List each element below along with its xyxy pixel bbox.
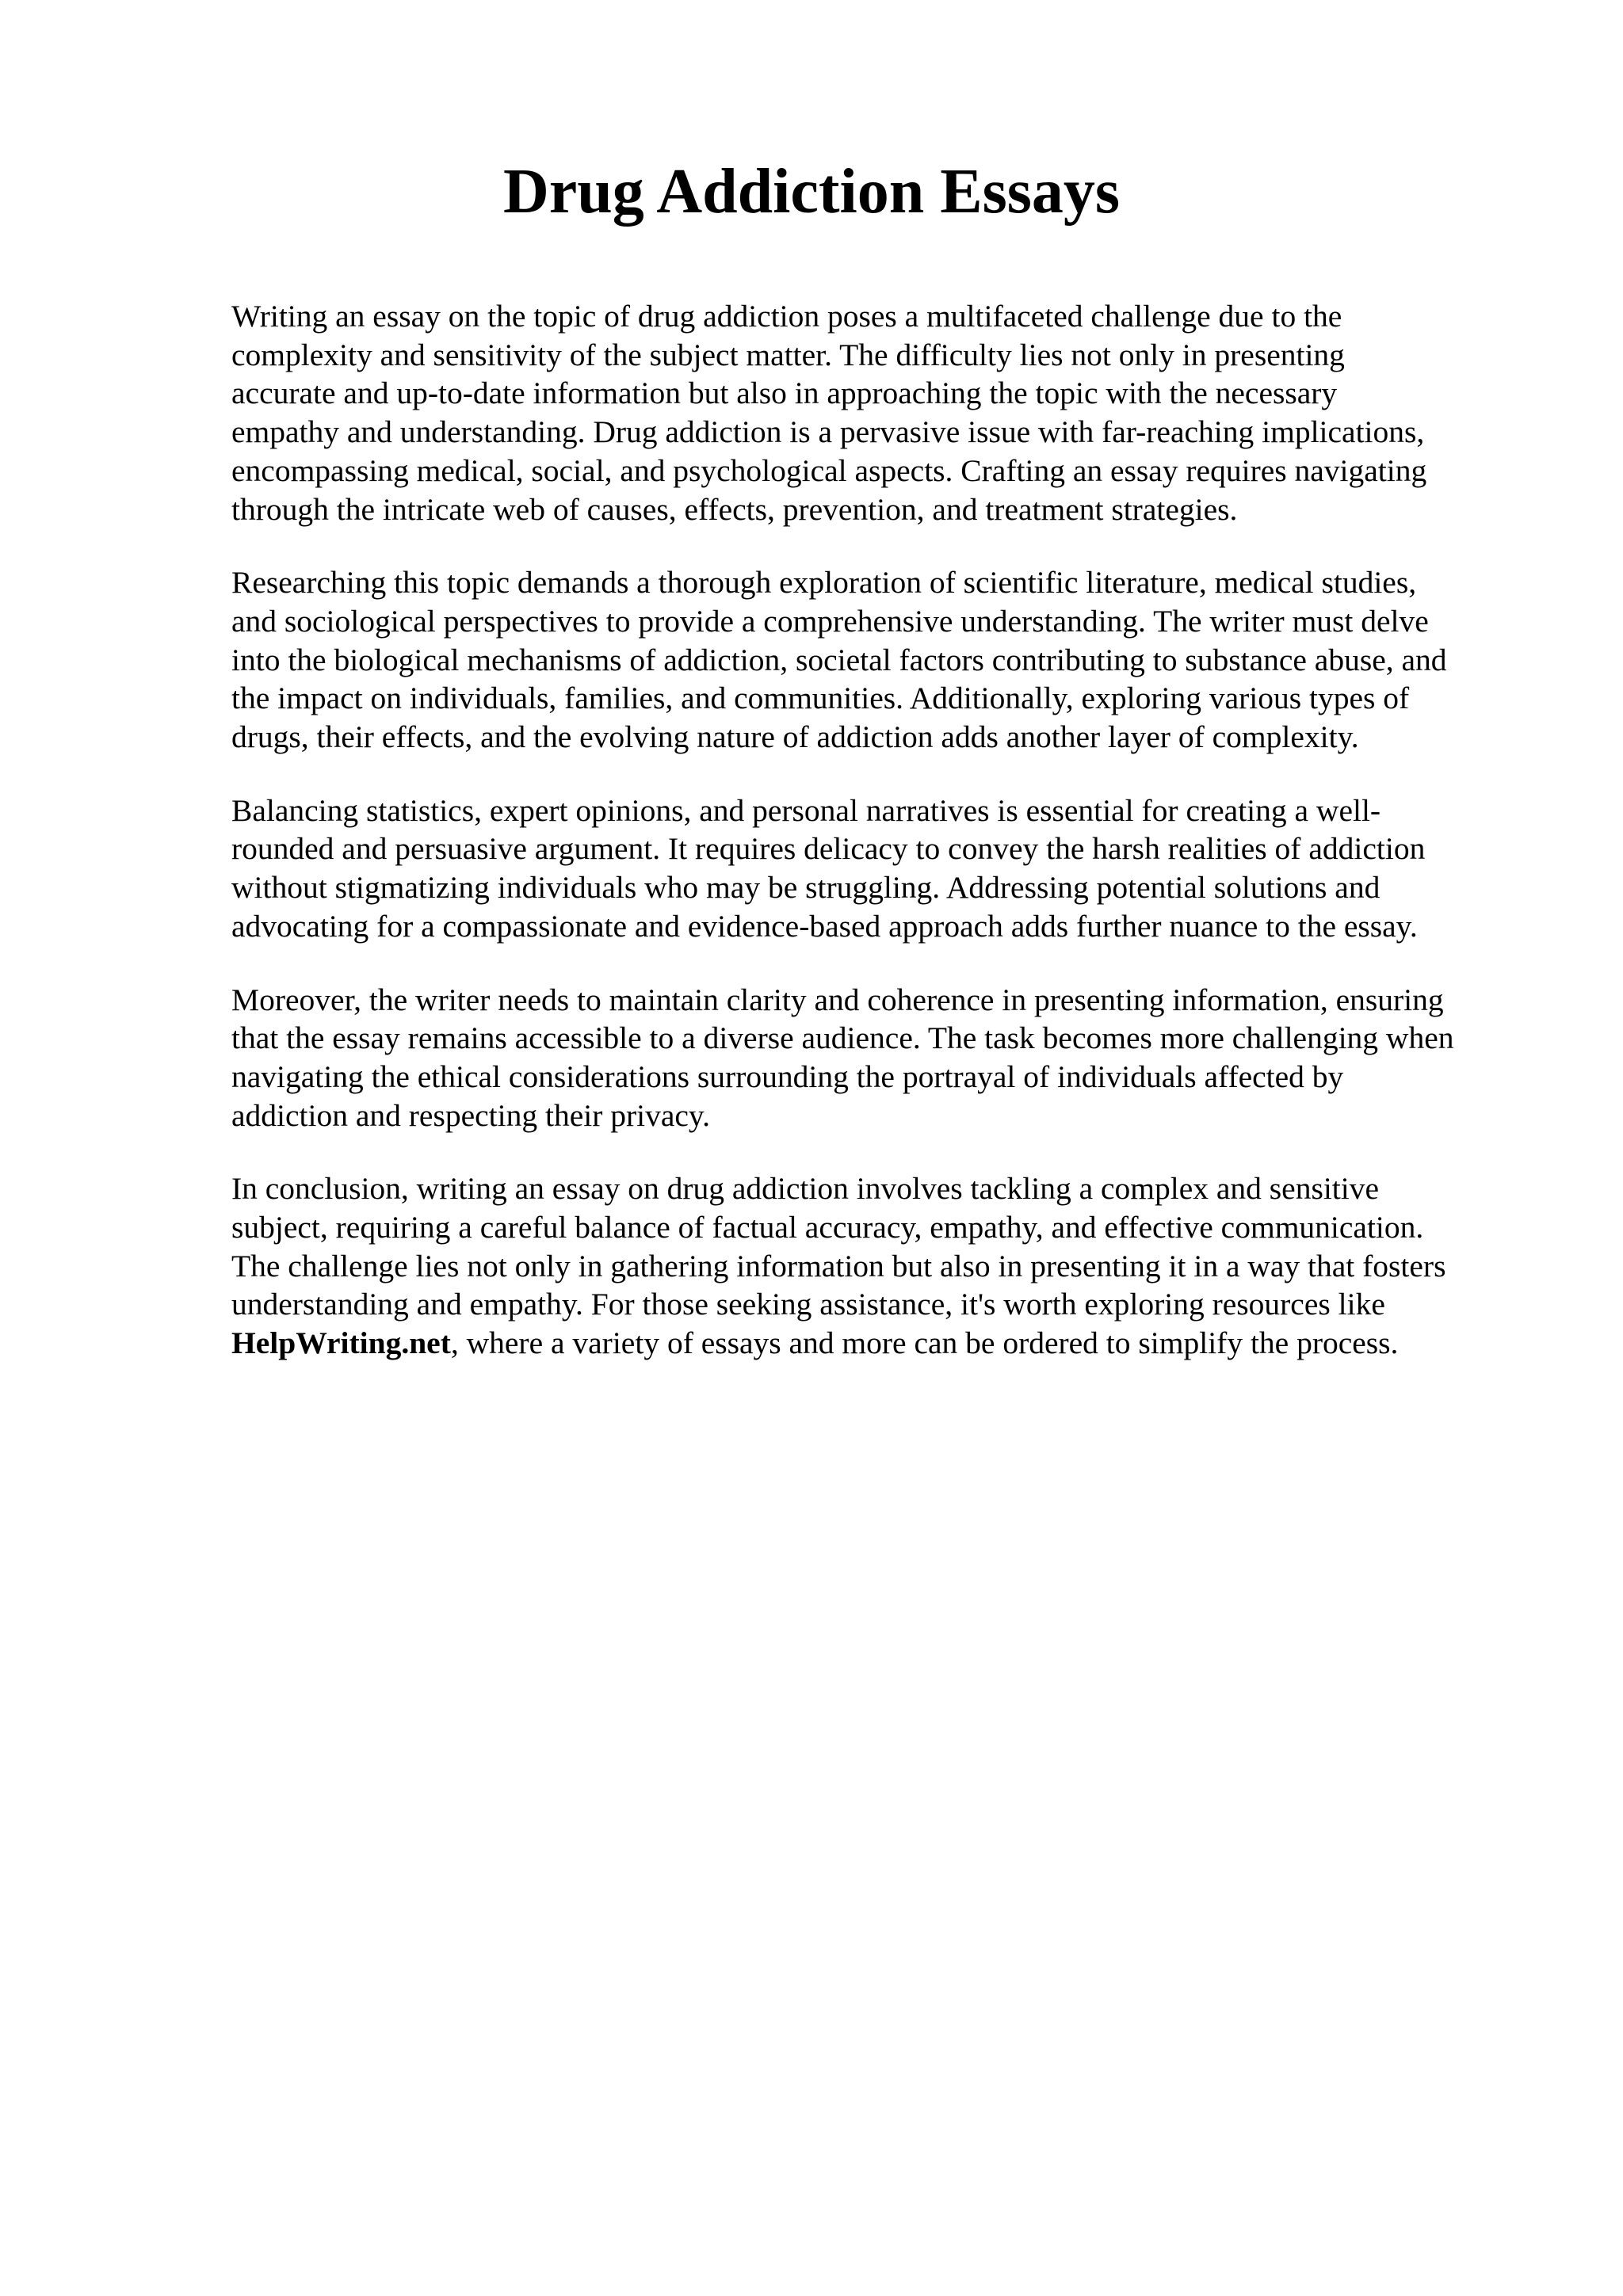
text-line: and sociological perspectives to provide a comprehensive understanding. The writer must delve [231, 603, 1429, 639]
text-line: that the essay remains accessible to a diverse audience. The task becomes more challenging when [231, 1020, 1454, 1056]
text-line: rounded and persuasive argument. It requires delicacy to convey the harsh realities of addiction [231, 831, 1426, 867]
closing-line [231, 1324, 1531, 1363]
paragraph-4 [231, 981, 1531, 1135]
helpwriting-link[interactable]: HelpWriting.net [231, 1325, 451, 1361]
text-line: without stigmatizing individuals who may be struggling. Addressing potential solutions and [231, 870, 1381, 906]
text-line: Researching this topic demands a thorough exploration of scientific literature, medical studies, [231, 565, 1417, 601]
paragraph-3 [231, 791, 1531, 946]
text-line: complexity and sensitivity of the subject matter. The difficulty lies not only in presenting [231, 337, 1345, 372]
text-line: understanding and empathy. For those seeking assistance, it's worth exploring resources like [231, 1287, 1385, 1322]
text-line: The challenge lies not only in gathering information but also in presenting it in a way that fosters [231, 1248, 1446, 1283]
essay-body [231, 297, 1531, 1398]
text-line: drugs, their effects, and the evolving nature of addiction adds another layer of complexity. [231, 719, 1359, 755]
paragraph-1 [231, 297, 1531, 528]
page-title: Drug Addiction Essays [503, 157, 1120, 227]
paragraph-2 [231, 563, 1531, 757]
text-line: Balancing statistics, expert opinions, and personal narratives is essential for creating a well- [231, 792, 1381, 828]
text-line: into the biological mechanisms of addiction, societal factors contributing to substance abuse, and [231, 642, 1447, 677]
text-line: advocating for a compassionate and evidence-based approach adds further nuance to the essay. [231, 908, 1418, 944]
text-line: addiction and respecting their privacy. [231, 1097, 710, 1133]
closing-text: , where a variety of essays and more can be ordered to simplify the process. [450, 1325, 1399, 1361]
text-line: empathy and understanding. Drug addiction is a pervasive issue with far-reaching implications, [231, 414, 1425, 450]
text-line: Writing an essay on the topic of drug addiction poses a multifaceted challenge due to the [231, 299, 1342, 334]
text-line: Moreover, the writer needs to maintain clarity and coherence in presenting information, ensuring [231, 982, 1444, 1017]
text-line: navigating the ethical considerations surrounding the portrayal of individuals affected by [231, 1058, 1344, 1094]
text-line: through the intricate web of causes, effects, prevention, and treatment strategies. [231, 491, 1238, 527]
paragraph-5 [231, 1169, 1531, 1363]
text-line: encompassing medical, social, and psychological aspects. Crafting an essay requires navigating [231, 452, 1427, 488]
text-line: In conclusion, writing an essay on drug addiction involves tackling a complex and sensitive [231, 1171, 1380, 1207]
text-line: subject, requiring a careful balance of factual accuracy, empathy, and effective communication. [231, 1210, 1424, 1245]
text-line: accurate and up-to-date information but also in approaching the topic with the necessary [231, 376, 1338, 411]
text-line: the impact on individuals, families, and communities. Additionally, exploring various types of [231, 681, 1410, 716]
